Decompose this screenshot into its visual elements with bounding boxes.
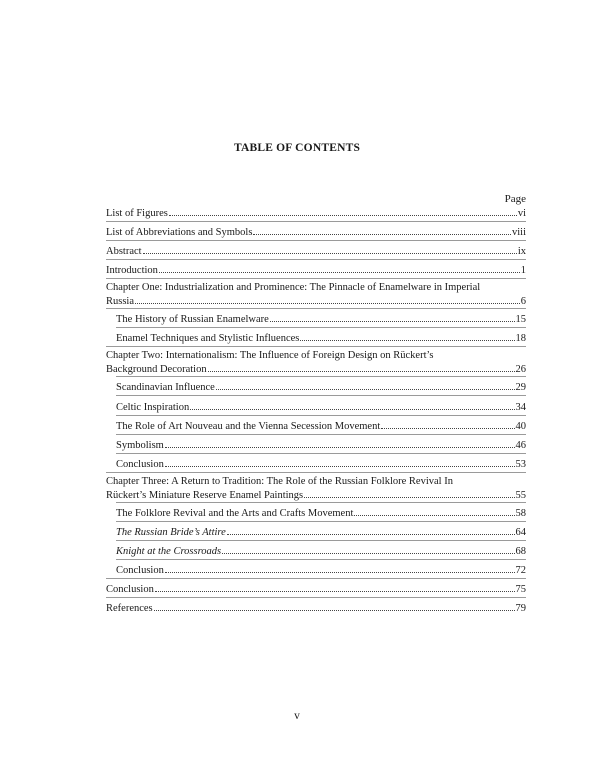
toc-entry-celtic-inspiration[interactable] — [116, 400, 526, 414]
divider — [106, 308, 526, 309]
toc-entry-enamel-techniques[interactable] — [116, 331, 526, 345]
toc-entry-label: Celtic Inspiration — [116, 402, 190, 413]
toc-entry-chapter-three[interactable] — [106, 476, 526, 502]
dot-leader — [381, 419, 514, 429]
toc-entry-conclusion[interactable] — [106, 582, 526, 596]
dot-leader — [300, 331, 514, 341]
toc-entry-page: 34 — [515, 402, 526, 413]
page-number: v — [294, 710, 300, 722]
toc-entry-knight-at-the-crossroads[interactable] — [116, 544, 526, 558]
toc-entry-label-line1: Chapter Two: Internationalism: The Influence of Foreign Design on Rückert’s — [106, 350, 434, 361]
dot-leader — [304, 488, 514, 498]
toc-entry-label: Conclusion — [116, 459, 164, 470]
toc-entry-abbreviations[interactable] — [106, 225, 526, 239]
toc-entry-label: References — [106, 603, 153, 614]
divider — [106, 346, 526, 347]
toc-entry-label-line2: Rückert’s Miniature Reserve Enamel Paintings — [106, 490, 304, 501]
dot-leader — [159, 263, 520, 273]
dot-leader — [253, 225, 511, 235]
dot-leader — [190, 400, 514, 410]
divider — [116, 327, 526, 328]
dot-leader — [155, 582, 515, 592]
divider — [116, 540, 526, 541]
toc-entry-chapter-two-conclusion[interactable] — [116, 457, 526, 471]
toc-entry-folklore-revival[interactable] — [116, 506, 526, 520]
divider — [116, 415, 526, 416]
dot-leader — [165, 457, 515, 467]
toc-entry-label: Conclusion — [106, 584, 154, 595]
toc-entry-page: 29 — [515, 382, 526, 393]
toc-entry-page: 72 — [515, 565, 526, 576]
toc-entry-label: The Role of Art Nouveau and the Vienna Secession Movement — [116, 421, 381, 432]
toc-entry-label: Introduction — [106, 265, 158, 276]
toc-entry-introduction[interactable] — [106, 263, 526, 277]
toc-entry-page: 1 — [520, 265, 526, 276]
toc-entry-page: 58 — [515, 508, 526, 519]
dot-leader — [208, 362, 515, 372]
toc-entry-page: 64 — [515, 527, 526, 538]
toc-entry-references[interactable] — [106, 601, 526, 615]
divider — [116, 559, 526, 560]
divider — [106, 578, 526, 579]
toc-entry-chapter-three-conclusion[interactable] — [116, 563, 526, 577]
toc-entry-abstract[interactable] — [106, 244, 526, 258]
toc-entry-label-line1: Chapter Three: A Return to Tradition: The Role of the Russian Folklore Revival In — [106, 476, 453, 487]
dot-leader — [169, 206, 517, 216]
toc-entry-scandinavian-influence[interactable] — [116, 380, 526, 394]
toc-entry-symbolism[interactable] — [116, 438, 526, 452]
toc-entry-label: The History of Russian Enamelware — [116, 314, 269, 325]
toc-entry-chapter-two[interactable] — [106, 350, 526, 376]
divider — [106, 597, 526, 598]
toc-entry-label: Abstract — [106, 246, 142, 257]
toc-entry-page: vi — [517, 208, 526, 219]
divider — [106, 472, 526, 473]
toc-entry-list-of-figures[interactable] — [106, 206, 526, 220]
toc-entry-page: 15 — [515, 314, 526, 325]
toc-entry-label-line2: Russia — [106, 296, 135, 307]
toc-entry-page: 18 — [515, 333, 526, 344]
toc-entry-page: 46 — [515, 440, 526, 451]
page-title: TABLE OF CONTENTS — [233, 142, 361, 154]
toc-entry-page: 79 — [515, 603, 526, 614]
dot-leader — [270, 312, 515, 322]
toc-entry-history-russian-enamelware[interactable] — [116, 312, 526, 326]
divider — [116, 521, 526, 522]
divider — [106, 221, 526, 222]
toc-entry-label: The Russian Bride’s Attire — [116, 527, 226, 538]
divider — [106, 240, 526, 241]
toc-entry-art-nouveau[interactable] — [116, 419, 526, 433]
toc-entry-page: viii — [511, 227, 526, 238]
toc-entry-page: 68 — [515, 546, 526, 557]
toc-entry-label: List of Figures — [106, 208, 168, 219]
dot-leader — [165, 438, 515, 448]
dot-leader — [135, 294, 520, 304]
toc-entry-page: 40 — [515, 421, 526, 432]
toc-entry-page: 75 — [515, 584, 526, 595]
divider — [106, 278, 526, 279]
toc-entry-label: Symbolism — [116, 440, 164, 451]
divider — [116, 376, 526, 377]
toc-entry-label: Enamel Techniques and Stylistic Influences — [116, 333, 300, 344]
toc-entry-label: The Folklore Revival and the Arts and Crafts Movement — [116, 508, 354, 519]
toc-entry-page: 26 — [515, 364, 526, 375]
dot-leader — [216, 380, 515, 390]
toc-entry-label: Scandinavian Influence — [116, 382, 215, 393]
toc-entry-page: 53 — [515, 459, 526, 470]
toc-entry-label: Knight at the Crossroads — [116, 546, 222, 557]
dot-leader — [154, 601, 515, 611]
dot-leader — [143, 244, 517, 254]
divider — [106, 259, 526, 260]
toc-entry-page: 6 — [520, 296, 526, 307]
page-column-header: Page — [504, 193, 526, 205]
toc-entry-chapter-one[interactable] — [106, 282, 526, 308]
divider — [116, 453, 526, 454]
divider — [116, 395, 526, 396]
toc-entry-label-line1: Chapter One: Industrialization and Prominence: The Pinnacle of Enamelware in Imperial — [106, 282, 481, 293]
toc-entry-page: ix — [517, 246, 526, 257]
divider — [116, 502, 526, 503]
divider — [116, 434, 526, 435]
dot-leader — [227, 525, 515, 535]
dot-leader — [165, 563, 515, 573]
dot-leader — [354, 506, 514, 516]
toc-entry-label-line2: Background Decoration — [106, 364, 207, 375]
toc-entry-label: List of Abbreviations and Symbols — [106, 227, 253, 238]
toc-entry-russian-brides-attire[interactable] — [116, 525, 526, 539]
dot-leader — [222, 544, 514, 554]
toc-entry-page: 55 — [515, 490, 526, 501]
toc-entry-label: Conclusion — [116, 565, 164, 576]
